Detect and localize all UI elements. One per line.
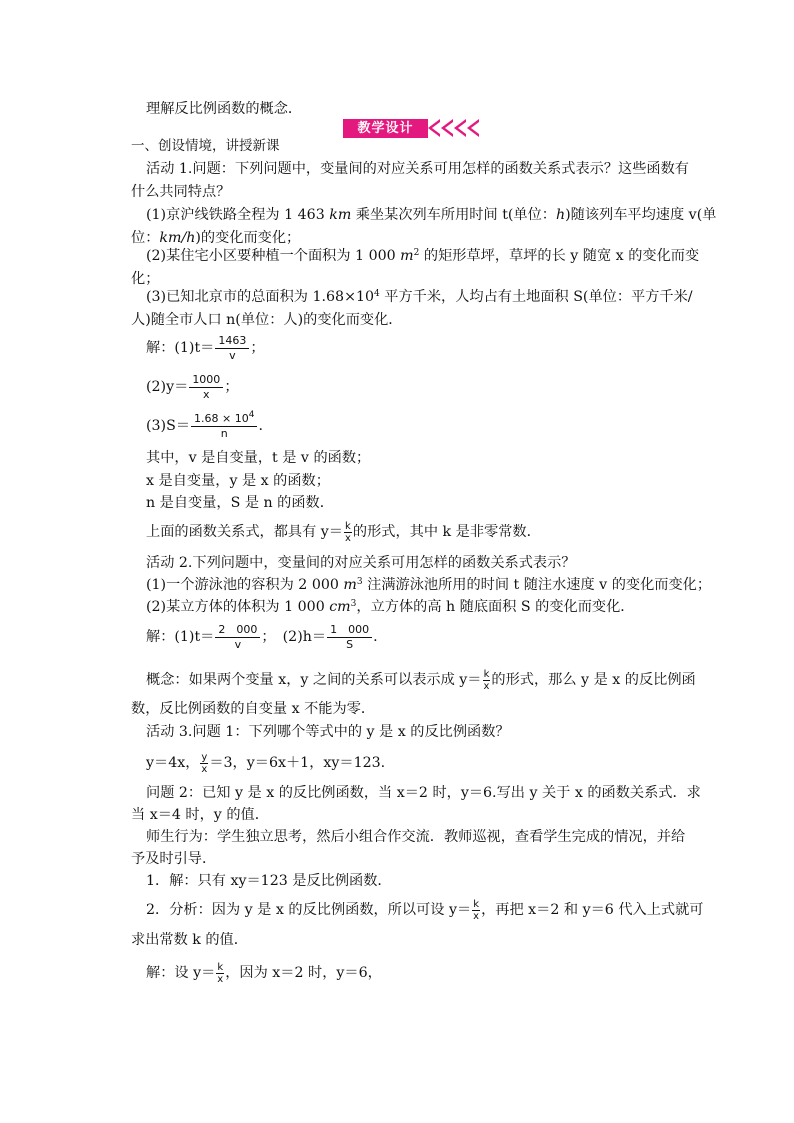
answer-2-solution: 解：设 y＝ $\frac{k}{x}$ ，因为 x＝2 时，y＝6， [146, 961, 382, 985]
act1-where3: n 是自变量，S 是 n 的函数． [146, 495, 334, 511]
act1-solution1: 解：(1)t＝ $\frac{1463}{v}$ ； [146, 333, 265, 362]
act1-problem2-cont: 化； [131, 271, 160, 287]
act1-where1: 其中，v 是自变量，t 是 v 的函数； [146, 450, 371, 466]
concept-line1: 概念：如果两个变量 x，y 之间的关系可以表示成 y＝ $\frac{k}{x}$ 的形式，那么 y 是 x 的反比例函 [146, 668, 696, 692]
fraction: $\frac{k}{x}$ [483, 668, 490, 692]
fraction: $\frac{2 000}{v}$ [215, 623, 260, 652]
act3-question1: 活动 3.问题 1：下列哪个等式中的 y 是 x 的反比例函数？ [146, 724, 510, 740]
teacher-activity: 师生行为：学生独立思考，然后小组合作交流．教师巡视，查看学生完成的情况，并给 [146, 829, 686, 845]
answer-2-analysis: 2．分析：因为 y 是 x 的反比例函数，所以可设 y＝ $\frac{k}{x}$ ，再把 x＝2 和 y＝6 代入上式就可 [146, 898, 704, 922]
section-banner: 教学设计 [343, 119, 428, 138]
chevron-left-icon [441, 119, 453, 137]
act2-problem1: (1)一个游泳池的容积为 2 000 $m^3$ 注满游泳池所用的时间 t 随注水速度 v 的变化而变化； [146, 577, 712, 593]
act1-line1: 活动 1.问题：下列问题中，变量间的对应关系可用怎样的函数关系式表示？这些函数有 [146, 161, 689, 177]
fraction: $\frac{1000}{x}$ [189, 373, 223, 402]
act1-problem3: (3)已知北京市的总面积为 $1.68\times 10^4$ 平方千米，人均占有土地面积 S(单位：平方千米/ [146, 289, 693, 305]
fraction: $\frac{y}{x}$ [201, 751, 208, 775]
fraction: $\frac{k}{x}$ [217, 961, 224, 985]
fraction: $\frac{1.68 \times 10^4}{n}$ [191, 412, 257, 441]
fraction: $\frac{k}{x}$ [473, 898, 480, 922]
act1-form: 上面的函数关系式，都具有 y＝ $\frac{k}{x}$ 的形式，其中 k 是非零常数． [146, 520, 541, 544]
section-heading: 一、创设情境，讲授新课 [131, 138, 280, 154]
answer-1: 1．解：只有 xy＝123 是反比例函数． [146, 873, 392, 889]
act1-line2: 什么共同特点？ [131, 184, 231, 200]
act3-question2: 问题 2：已知 y 是 x 的反比例函数，当 x＝2 时，y＝6.写出 y 关于 x 的函数关系式．求 [146, 785, 701, 801]
act1-solution3: (3)S＝ $\frac{1.68 \times 10^4}{n}$ . [146, 409, 263, 440]
fraction: $\frac{k}{x}$ [344, 520, 351, 544]
act1-solution2: (2)y＝ $\frac{1000}{x}$ ； [146, 372, 239, 401]
fraction: $\frac{1463}{v}$ [215, 334, 249, 363]
chevron-left-icon [454, 119, 466, 137]
act2-line1: 活动 2.下列问题中，变量间的对应关系可用怎样的函数关系式表示？ [146, 555, 576, 571]
act1-problem1: (1)京沪线铁路全程为 1 463 km 乘坐某次列车所用时间 t(单位：h)随该列车平均速度 v(单 [146, 207, 717, 223]
teacher-activity-cont: 予及时引导． [131, 851, 217, 867]
act3-equations: y＝4x， $\frac{y}{x}$ ＝3，y＝6x＋1，xy＝123. [146, 751, 386, 775]
chevron-left-icon [428, 119, 440, 137]
answer-2-analysis-cont: 求出常数 k 的值． [131, 932, 248, 948]
act1-where2: x 是自变量，y 是 x 的函数； [146, 473, 330, 489]
act1-problem3-cont: 人)随全市人口 n(单位：人)的变化而变化． [131, 312, 403, 328]
act1-problem2: (2)某住宅小区要种植一个面积为 1 000 $m^2$ 的矩形草坪，草坪的长 y 随宽 x 的变化而变 [146, 248, 700, 264]
act3-question2-cont: 当 x＝4 时，y 的值． [131, 807, 269, 823]
concept-line2: 数，反比例函数的自变量 x 不能为零． [131, 701, 376, 717]
act2-solution: 解：(1)t＝ $\frac{2 000}{v}$ ； (2)h＝ $\frac{1 000}{S}$ . [146, 622, 378, 651]
act2-problem2: (2)某立方体的体积为 1 000 $cm^3$，立方体的高 h 随底面积 S 的变化而变化． [146, 599, 635, 615]
chevron-left-icon [467, 119, 479, 137]
intro-line: 理解反比例函数的概念． [146, 101, 303, 117]
fraction: $\frac{1 000}{S}$ [327, 623, 372, 652]
act1-problem1-cont: 位：km/h)的变化而变化； [131, 230, 301, 246]
